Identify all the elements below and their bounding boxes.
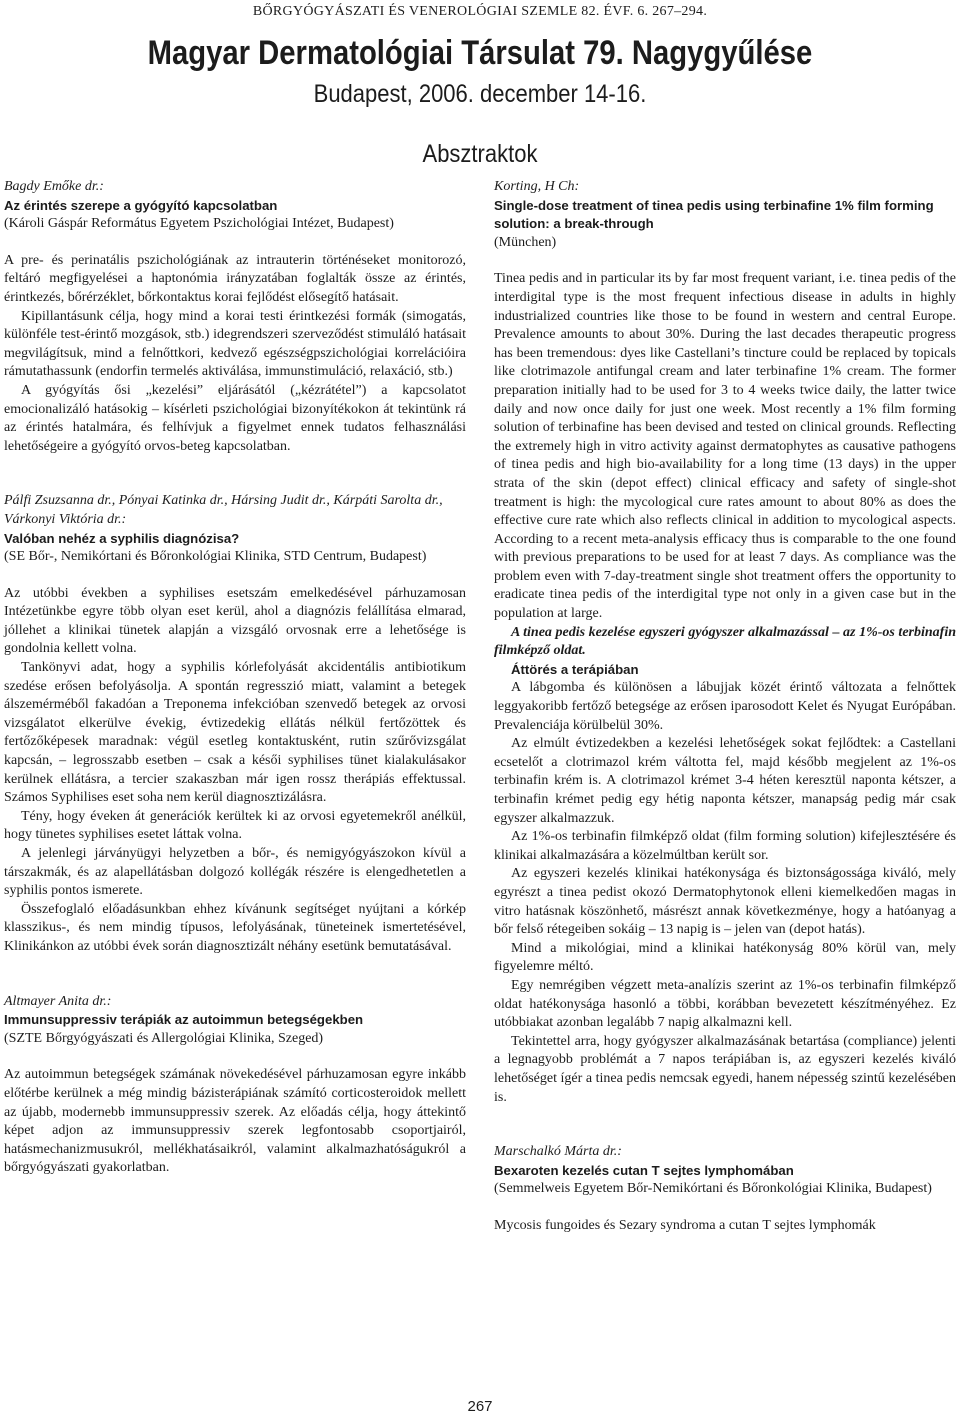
abstract-paragraph: Összefoglaló előadásunkban ehhez kívánunk segítséget nyújtani a kórkép klasszikus-, és nem mindig típusos, lefolyásának, tüneteinek ismertetésével, Klinikánkon az utóbbi évek során diagnosztizált néhány esetünk bemutatásával.	[4, 901, 466, 954]
abstract-paragraph: Tekintettel arra, hogy gyógyszer alkalmazásának betartása (compliance) jelenti a legnagyobb problémát a 7 napos terápiában is, az egyszeri kezelés kiváló lehetőséget ígér a tinea pedis nemcsak egyedi, hanem népesség szintű kezelésében is.	[494, 1033, 956, 1105]
abstract-paragraph: A jelenlegi járványügyi helyzetben a bőr-, és nemigyógyászokon kívül a társzakmák, és az alapellátásban dolgozó kollégák részére is elengedhetetlen a syphilis pontos ismerete.	[4, 846, 466, 899]
abstract-authors: Korting, H Ch:	[494, 179, 580, 194]
abstract-institution: (München)	[494, 234, 557, 250]
abstract-paragraph: Az autoimmun betegségek számának növekedésével párhuzamosan egyre inkább előtérbe kerülnek a még mindig bázisterápiának számító corticosteroidok mellett az újabb, modernebb immunsuppressiv szerek. Az előadás célja, hogy áttekintő képet adjon az immunsuppressiv szerek legfontosabb csoportjairól, hatásmechanizmusukról, mellékhatásaikról, valamint alkalmazhatóságukról a bőrgyógyászati gyakorlatban.	[4, 1067, 466, 1176]
abstract-hungarian-title: A tinea pedis kezelése egyszeri gyógyszer alkalmazással – az 1%-os terbinafin filmképző oldat.	[494, 624, 956, 659]
abstract-institution: (Károli Gáspár Református Egyetem Pszichológiai Intézet, Budapest)	[4, 216, 394, 232]
abstract-paragraph: A gyógyítás ősi „kezelési” eljárásától („kézrátétel”) a kapcsolatot emocionalizáló hatásokig – kísérleti pszichológiai bizonyítékokon át tekintünk rá az érintés hatalmára, és felhívjuk a figyelmet ennek tudatos felhasználási lehetőségeire a gyógyító orvos-beteg kapcsolatban.	[4, 382, 466, 454]
abstract-paragraph: Az 1%-os terbinafin filmképző oldat (film forming solution) kifejlesztésére és klinikai alkalmazására a közelmúltban került sor.	[494, 829, 956, 863]
abstract-paragraph: Mycosis fungoides és Sezary syndroma a cutan T sejtes lymphomák	[494, 1217, 876, 1233]
abstract-authors: Marschalkó Márta dr.:	[494, 1144, 622, 1160]
abstract-paragraph: Mind a mikológiai, mind a klinikai hatékonyság 80% körül van, mely figyelemre méltó.	[494, 940, 956, 975]
abstract-subheading: Áttörés a terápiában	[511, 661, 639, 677]
abstract-paragraph: Az utóbbi években a syphilises esetszám emelkedésével párhuzamosan Intézetünkbe egyre több olyan eset kerül, ahol a diagnózis felállítása elmarad, jóllehet a klinikai tünetek alapján a vizsgáló orvosnak erre a lehetősége is gondolnia kellett volna.	[4, 585, 466, 657]
abstract-institution: (Semmelweis Egyetem Bőr-Nemikórtani és Bőronkológiai Klinika, Budapest)	[494, 1181, 932, 1197]
abstract-palfi	[4, 492, 466, 956]
abstract-institution: (SZTE Bőrgyógyászati és Allergológiai Klinika, Szeged)	[4, 1030, 324, 1046]
page-number: 267	[467, 1398, 493, 1415]
spacer	[4, 456, 466, 492]
abstract-paragraph: Kipillantásunk célja, hogy mind a korai testi érintkezési formák (simogatás, különféle test-érintő mozgások, stb.) idegrendszeri szerveződést stimuláló hatásait megvilágítsuk, mind a felnőttkori, kedvező egészségpszichológiai korrelációira rámutathassunk (endorfin termelés aktiválása, immunstimuláció, relaxáció, stb.)	[4, 308, 466, 380]
spacer	[4, 957, 466, 993]
abstract-authors: Pálfi Zsuzsanna dr., Pónyai Katinka dr., Hársing Judit dr., Kárpáti Sarolta dr., Várkonyi Viktória dr.:	[4, 493, 443, 527]
abstract-institution: (SE Bőr-, Nemikórtani és Bőronkológiai Klinika, STD Centrum, Budapest)	[4, 549, 427, 565]
abstract-paragraph: Tankönyvi adat, hogy a syphilis kórlefolyását akcidentális antibiotikum szedése erősen befolyásolja. A spontán regresszió miatt, valamint a betegek álszemérméből fakadóan a Treponema infekcióban szenvedő betegek az orvosi vizsgálatot elkerülve évekig, évtizedekig ellátás nélkül fertőzöttek és fertőzőképesek maradnak: végül esetleg kontaktusként, rutin szűrővizsgálat kapcsán, – legrosszabb esetben – csak a késői syphilises tünet kialakulásakor kerülnek ellátásra, a tercier szakaszban már igen rossz therápiás effektussal. Számos Syphilises eset soha nem kerül diagnosztizálásra.	[4, 660, 466, 806]
left-column	[4, 178, 466, 1178]
abstract-marschalko	[494, 1143, 956, 1235]
abstract-authors: Bagdy Emőke dr.:	[4, 179, 104, 194]
abstract-paragraph: A lábgomba és különösen a lábujjak közét érintő változata a felnőttek leggyakoribb fertőző betegsége az erősen iparosodott Kelet és Nyugat Európában. Prevalenciája körülbelül 30%.	[494, 680, 956, 733]
abstract-paragraph: Az egyszeri kezelés klinikai hatékonysága és biztonságossága kiváló, mely egyrészt a tinea pedist okozó Dermatophytonok elleni kiemelkedően magas in vitro hatásnak köszönhető, másrészt annak következménye, hogy a hatóanyag a bőr felső rétegeiben sokáig – 13 napig is – jelen van (depot hatás).	[494, 866, 956, 938]
abstract-korting	[494, 178, 956, 1107]
abstract-altmayer	[4, 993, 466, 1178]
abstract-title: Az érintés szerepe a gyógyító kapcsolatban	[4, 197, 278, 213]
journal-header: BŐRGYÓGYÁSZATI ÉS VENEROLÓGIAI SZEMLE 82. ÉVF. 6. 267–294.	[252, 4, 708, 19]
abstract-paragraph: Tinea pedis and in particular its by far most frequent variant, i.e. tinea pedis of the interdigital type is the most frequent infectious disease in adults in highly industrialized countries like those to be found in western and central Europe. Prevalence amounts to about 30%. During the last decades therapeutic progress has been tremendous: dyes like Castellani’s tincture could be replaced by topicals like clotrimazole antifungal cream and later terbinafine 1% cream. The former preparation initially had to be used for 3 to 4 weeks twice daily, the latter twice daily and now once daily for just one week. Most recently a 1% film forming solution of terbinafine has been devised and tested on clinical grounds. Reflecting the extremely high in vitro activity against dermatophytes as causative pathogens of tinea pedis and high bio-availability for a long time (13 days) in the upper strata of the skin (depot effect) clinical efficacy and safety of single-shot treatment is high: the mycological cure rates amount to about 80% as does the effective cure rate which also reflects clinical in addition to mycological aspects. According to a recent meta-analysis efficacy thus is comparable to the one found with previous preparations to be used for at least 7 days. As compliance was the problem even with 7-day-treatment single shot treatment offers the opportunity to eradicate tinea pedis of the interdigital type not only in a given case but in the population at large.	[494, 271, 956, 622]
abstract-title: Bexaroten kezelés cutan T sejtes lymphomában	[494, 1162, 794, 1178]
abstract-bagdy	[4, 178, 466, 456]
abstract-paragraph: Az elmúlt évtizedekben a kezelési lehetőségek sokat fejlődtek: a Castellani ecsetelőt a clotrimazol krém váltotta fel, majd később megjelent az 1%-os terbinafin krém is. A clotrimazol krémet 3-4 héten keresztül naponta kétszer, a terbinafin krémet pedig egy hétig naponta kétszer, manapság pedig már csak egyszer alkalmazzuk.	[494, 736, 956, 826]
abstract-title: Immunsuppressiv terápiák az autoimmun betegségekben	[4, 1012, 364, 1028]
place-date: Budapest, 2006. december 14-16.	[313, 80, 647, 108]
abstract-authors: Altmayer Anita dr.:	[4, 993, 112, 1009]
abstract-paragraph: A pre- és perinatális pszichológiának az intrauterin történéseket monitorozó, feltáró megfigyelései a haptonómia irányzatában foglalták össze az érintés, érintkezés, bőrérzéklet, bőrkontaktus korai fejlődést elősegítő hatásait.	[4, 252, 466, 305]
page-title: Magyar Dermatológiai Társulat 79. Nagygyűlése	[147, 34, 813, 72]
section-title: Absztraktok	[422, 140, 538, 168]
abstract-title: Single-dose treatment of tinea pedis using terbinafine 1% film forming solution: a break-through	[494, 197, 934, 232]
abstract-paragraph: Egy nemrégiben végzett meta-analízis szerint az 1%-os terbinafin filmképző oldat hatékonysága hasonló a többi, korábban bevezetett készítményéhez. Ez utóbbiakat azonban legalább 7 napig alkalmazni kell.	[494, 977, 956, 1031]
right-column	[494, 178, 956, 1235]
abstract-paragraph: Tény, hogy éveken át generációk kerültek ki az orvosi egyetemekről anélkül, hogy tünetes syphilises esetet láttak volna.	[4, 808, 466, 843]
spacer	[494, 1107, 956, 1143]
abstract-title: Valóban nehéz a syphilis diagnózisa?	[4, 530, 240, 546]
